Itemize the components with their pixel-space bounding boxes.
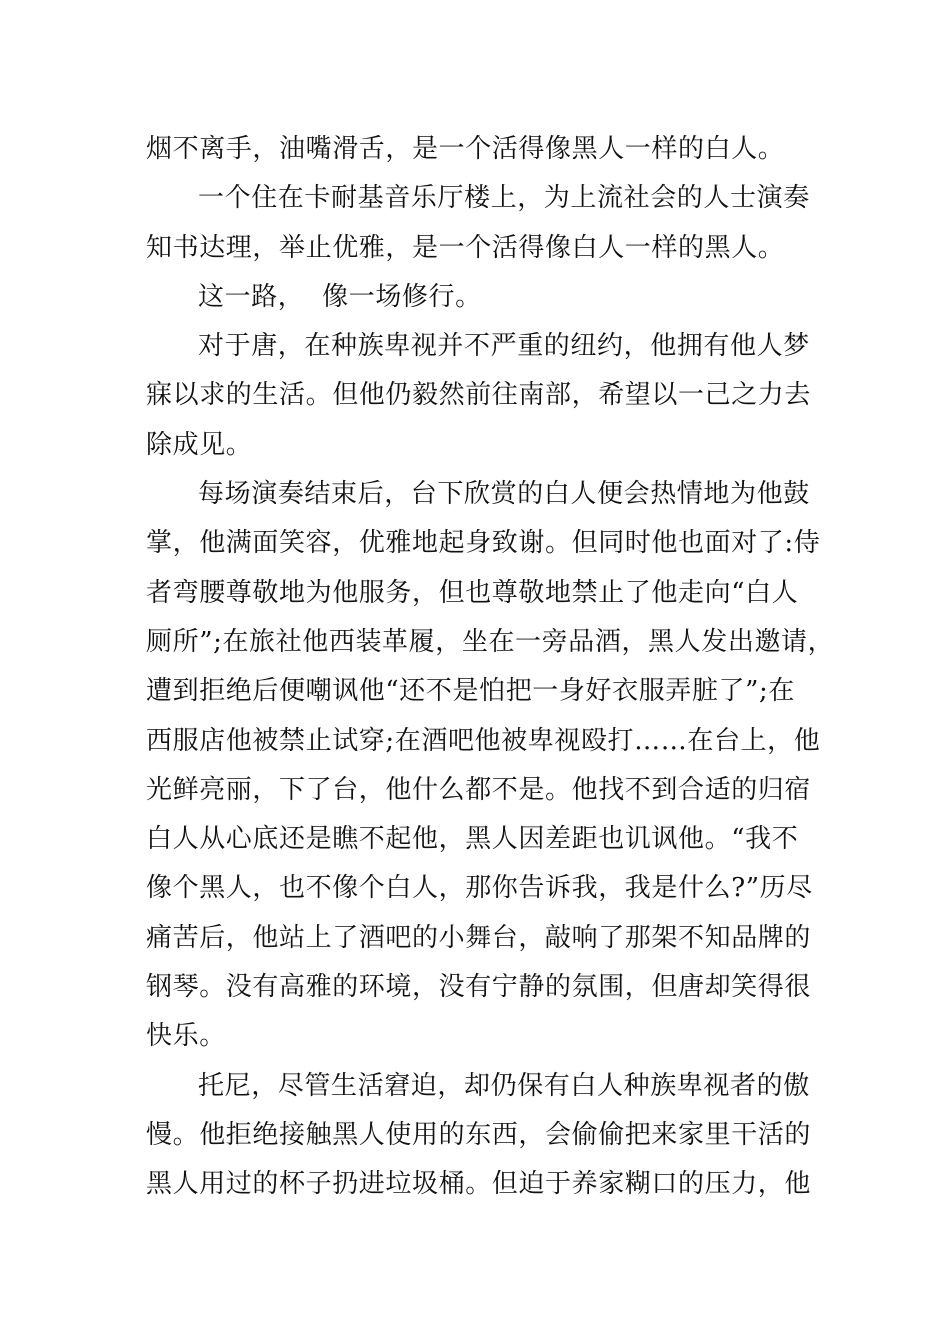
text-line: 寐以求的生活。但他仍毅然前往南部，希望以一己之力去	[146, 380, 812, 411]
text-line: 痛苦后，他站上了酒吧的小舞台，敲响了那架不知品牌的	[146, 922, 812, 953]
text-line: 西服店他被禁止试穿;在酒吧他被卑视殴打……在台上，他	[146, 725, 821, 756]
text-line: 除成见。	[146, 429, 253, 460]
text-line: 者弯腰尊敬地为他服务，但也尊敬地禁止了他走向“白人	[146, 577, 799, 608]
body-text	[146, 125, 846, 1210]
text-line: 遭到拒绝后便嘲讽他“还不是怕把一身好衣服弄脏了”;在	[146, 676, 795, 707]
paragraph-first-line: 对于唐，在种族卑视并不严重的纽约，他拥有他人梦	[198, 331, 810, 362]
paragraph-first-line: 每场演奏结束后，台下欣赏的白人便会热情地为他鼓	[198, 479, 810, 510]
paragraph-first-line: 一个住在卡耐基音乐厅楼上，为上流社会的人士演奏	[198, 183, 810, 214]
paragraph-first-line: 这一路， 像一场修行。	[198, 281, 482, 312]
text-line: 白人从心底还是瞧不起他，黑人因差距也讥讽他。“我不	[146, 824, 799, 855]
text-line: 光鲜亮丽，下了台，他什么都不是。他找不到合适的归宿	[146, 774, 812, 805]
text-line: 像个黑人，也不像个白人，那你告诉我，我是什么?”历尽	[146, 873, 813, 904]
text-line: 慢。他拒绝接触黑人使用的东西，会偷偷把来家里干活的	[146, 1119, 812, 1150]
text-line: 烟不离手，油嘴滑舌，是一个活得像黑人一样的白人。	[146, 134, 785, 164]
text-line: 快乐。	[146, 1021, 226, 1052]
text-line: 掌，他满面笑容，优雅地起身致谢。但同时他也面对了:侍	[146, 528, 821, 559]
text-line: 厕所”;在旅社他西装革履，坐在一旁品酒，黑人发出邀请，	[146, 626, 835, 657]
text-line: 黑人用过的杯子扔进垃圾桶。但迫于养家糊口的压力，他	[146, 1169, 812, 1200]
paragraph-first-line: 托尼，尽管生活窘迫，却仍保有白人种族卑视者的傲	[198, 1070, 810, 1101]
text-line: 知书达理，举止优雅，是一个活得像白人一样的黑人。	[146, 232, 785, 263]
text-line: 钢琴。没有高雅的环境，没有宁静的氛围，但唐却笑得很	[146, 972, 812, 1003]
